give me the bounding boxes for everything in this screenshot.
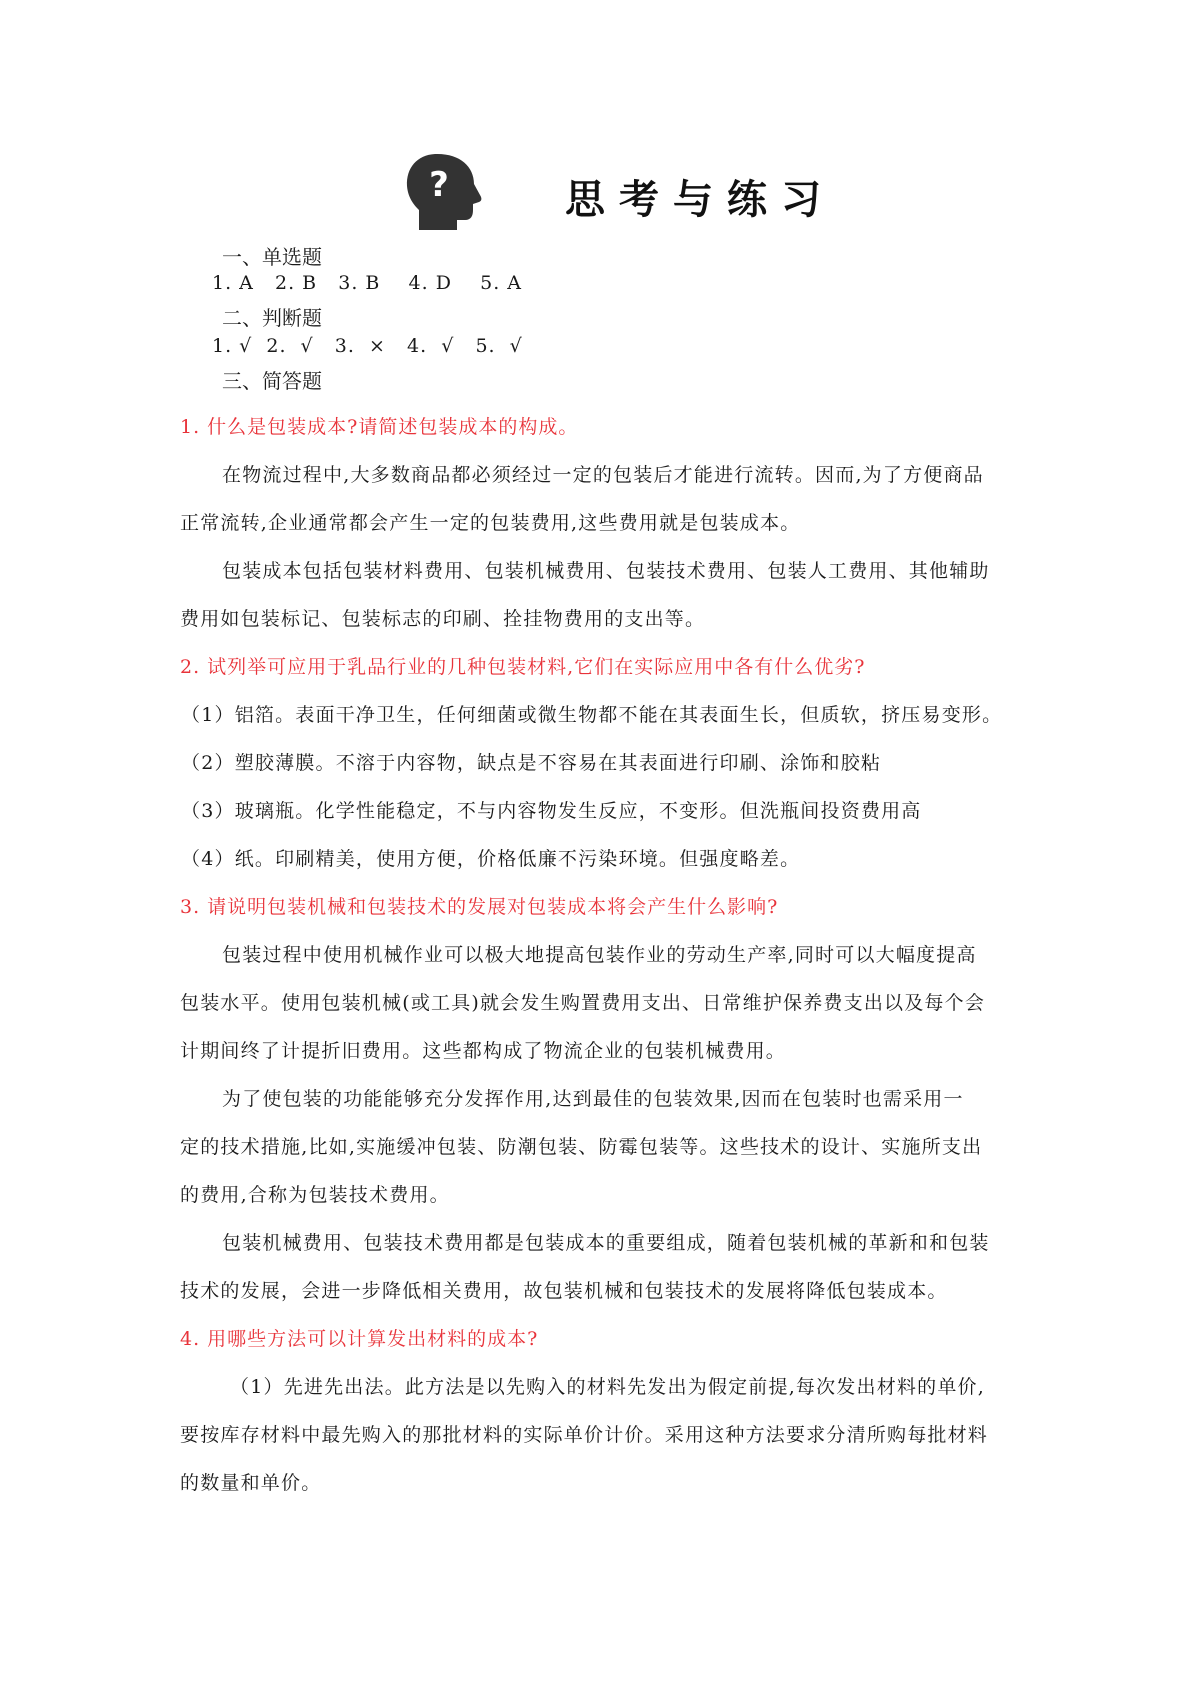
- true-false-answers: 1. √ 2. √ 3. × 4. √ 5. √: [212, 335, 523, 357]
- section-heading-true-false: 二、判断题: [222, 306, 322, 330]
- paragraph-line: 技术的发展，会进一步降低相关费用，故包装机械和包装技术的发展将降低包装成本。: [180, 1280, 948, 1302]
- question-4: 4. 用哪些方法可以计算发出材料的成本?: [180, 1328, 539, 1350]
- paragraph-line: 包装成本包括包装材料费用、包装机械费用、包装技术费用、包装人工费用、其他辅助: [222, 560, 990, 582]
- paragraph-line: 的数量和单价。: [180, 1472, 322, 1494]
- paragraph-line: 费用如包装标记、包装标志的印刷、拴挂物费用的支出等。: [180, 608, 706, 630]
- paragraph-line: 正常流转,企业通常都会产生一定的包装费用,这些费用就是包装成本。: [180, 512, 801, 534]
- svg-text:?: ?: [429, 165, 449, 205]
- section-heading-short-answer: 三、简答题: [222, 369, 322, 393]
- section-heading-single-choice: 一、单选题: [222, 245, 322, 269]
- paragraph-line: 包装水平。使用包装机械(或工具)就会发生购置费用支出、日常维护保养费支出以及每个会: [180, 992, 986, 1014]
- paragraph-line: 要按库存材料中最先购入的那批材料的实际单价计价。采用这种方法要求分清所购每批材料: [180, 1424, 989, 1446]
- single-choice-answers: 1. A 2. B 3. B 4. D 5. A: [212, 272, 522, 294]
- list-item: （3）玻璃瓶。化学性能稳定，不与内容物发生反应，不变形。但洗瓶间投资费用高: [181, 800, 922, 822]
- paragraph-line: 在物流过程中,大多数商品都必须经过一定的包装后才能进行流转。因而,为了方便商品: [222, 464, 984, 486]
- question-2: 2. 试列举可应用于乳品行业的几种包装材料,它们在实际应用中各有什么优劣?: [180, 656, 866, 678]
- paragraph-line: 包装机械费用、包装技术费用都是包装成本的重要组成，随着包装机械的革新和和包装: [222, 1232, 990, 1254]
- page-title: 思考与练习: [565, 176, 835, 223]
- paragraph-line: 定的技术措施,比如,实施缓冲包装、防潮包装、防霉包装等。这些技术的设计、实施所支出: [180, 1136, 983, 1158]
- question-3: 3. 请说明包装机械和包装技术的发展对包装成本将会产生什么影响?: [180, 896, 779, 918]
- paragraph-line: 为了使包装的功能能够充分发挥作用,达到最佳的包装效果,因而在包装时也需采用一: [222, 1088, 964, 1110]
- paragraph-line: 计期间终了计提折旧费用。这些都构成了物流企业的包装机械费用。: [180, 1040, 787, 1062]
- list-item: （2）塑胶薄膜。不溶于内容物，缺点是不容易在其表面进行印刷、涂饰和胶粘: [181, 752, 882, 774]
- head-question-icon: [405, 152, 491, 232]
- page-header: [405, 150, 835, 234]
- question-1: 1. 什么是包装成本?请简述包装成本的构成。: [180, 416, 579, 438]
- list-item: （1）铝箔。表面干净卫生，任何细菌或微生物都不能在其表面生长，但质软，挤压易变形。: [181, 704, 1003, 726]
- paragraph-line: （1）先进先出法。此方法是以先购入的材料先发出为假定前提,每次发出材料的单价,: [230, 1376, 985, 1398]
- paragraph-line: 的费用,合称为包装技术费用。: [180, 1184, 450, 1206]
- list-item: （4）纸。印刷精美，使用方便，价格低廉不污染环境。但强度略差。: [181, 848, 801, 870]
- paragraph-line: 包装过程中使用机械作业可以极大地提高包装作业的劳动生产率,同时可以大幅度提高: [222, 944, 977, 966]
